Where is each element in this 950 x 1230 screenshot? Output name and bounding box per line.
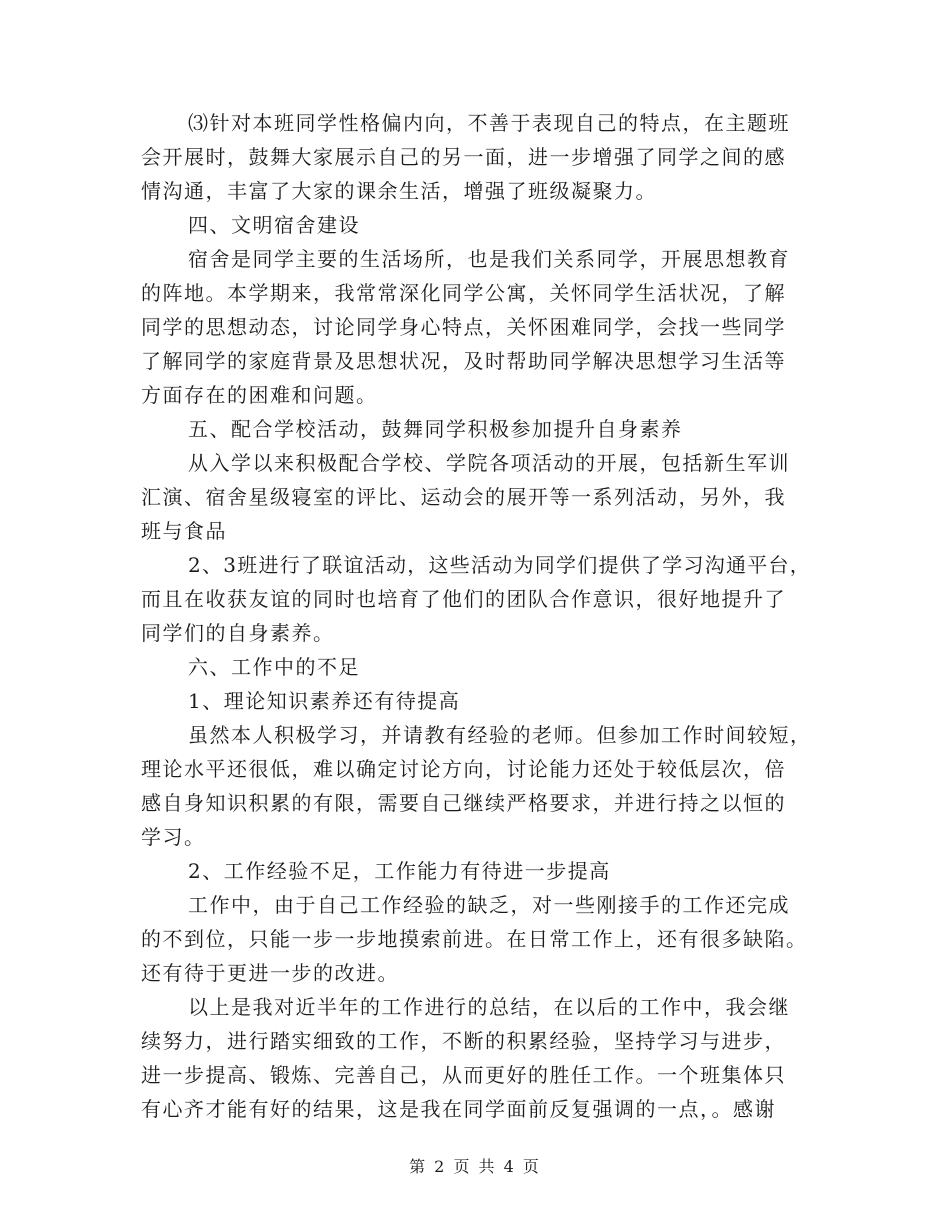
text-line: ⑶针对本班同学性格偏内向，不善于表现自己的特点，在主题班 — [188, 111, 790, 135]
text-line: 同学的思想动态，讨论同学身心特点，关怀困难同学，会找一些同学 — [141, 315, 786, 339]
text-line: 以上是我对近半年的工作进行的总结，在以后的工作中，我会继 — [188, 995, 790, 1019]
text-line: 从入学以来积极配合学校、学院各项活动的开展，包括新生军训 — [188, 451, 790, 475]
text-line: 六、工作中的不足 — [188, 655, 360, 679]
text-line: 续努力，进行踏实细致的工作，不断的积累经验，坚持学习与进步， — [141, 1029, 786, 1053]
text-line: 1、理论知识素养还有待提高 — [188, 689, 461, 713]
text-line: 工作中，由于自己工作经验的缺乏，对一些刚接手的工作还完成 — [188, 893, 790, 917]
text-line: 理论水平还很低，难以确定讨论方向，讨论能力还处于较低层次，倍 — [141, 757, 786, 781]
text-line: 方面存在的困难和问题。 — [141, 383, 378, 407]
text-line: 四、文明宿舍建设 — [188, 213, 360, 237]
page-number-footer: 第 2 页 共 4 页 — [409, 1157, 541, 1176]
text-line: 2、3班进行了联谊活动，这些活动为同学们提供了学习沟通平台， — [188, 553, 811, 577]
text-line: 虽然本人积极学习，并请教有经验的老师。但参加工作时间较短， — [188, 723, 812, 747]
document-body — [141, 106, 811, 1126]
text-line: 而且在收获友谊的同时也培育了他们的团队合作意识，很好地提升了 — [141, 587, 786, 611]
text-line: 的阵地。本学期来，我常常深化同学公寓，关怀同学生活状况，了解 — [141, 281, 786, 305]
text-line: 进一步提高、锻炼、完善自己，从而更好的胜任工作。一个班集体只 — [141, 1063, 786, 1087]
text-line: 的不到位，只能一步一步地摸索前进。在日常工作上，还有很多缺陷。 — [141, 927, 808, 951]
text-line: 学习。 — [141, 825, 206, 849]
text-line: 情沟通，丰富了大家的课余生活，增强了班级凝聚力。 — [141, 179, 657, 203]
text-line: 还有待于更进一步的改进。 — [141, 961, 399, 985]
text-line: 有心齐才能有好的结果，这是我在同学面前反复强调的一点，。感谢 — [141, 1097, 776, 1121]
text-line: 宿舍是同学主要的生活场所，也是我们关系同学，开展思想教育 — [188, 247, 790, 271]
text-line: 感自身知识积累的有限，需要自己继续严格要求，并进行持之以恒的 — [141, 791, 786, 815]
text-line: 同学们的自身素养。 — [141, 621, 335, 645]
text-line: 了解同学的家庭背景及思想状况，及时帮助同学解决思想学习生活等 — [141, 349, 786, 373]
text-line: 2、工作经验不足，工作能力有待进一步提高 — [188, 859, 611, 883]
text-line: 汇演、宿舍星级寝室的评比、运动会的展开等一系列活动，另外，我 — [141, 485, 786, 509]
text-line: 会开展时，鼓舞大家展示自己的另一面，进一步增强了同学之间的感 — [141, 145, 786, 169]
text-line: 五、配合学校活动，鼓舞同学积极参加提升自身素养 — [188, 417, 683, 441]
text-line: 班与食品 — [141, 519, 227, 543]
